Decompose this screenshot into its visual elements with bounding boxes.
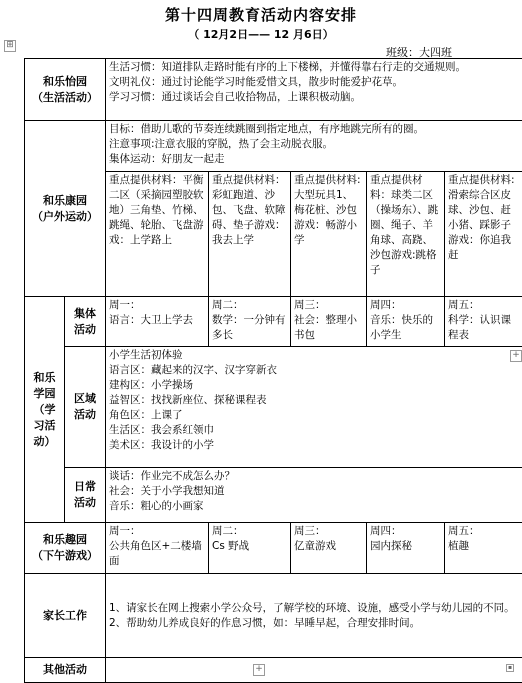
day-text: 亿童游戏 xyxy=(294,540,336,552)
health-line: 集体运动：好朋友一起走 xyxy=(109,152,520,167)
add-column-icon[interactable]: + xyxy=(510,350,522,362)
fun-day-5 xyxy=(445,523,522,574)
day-label: 周三： xyxy=(294,524,363,539)
area-line: 建构区：小学操场 xyxy=(109,378,520,393)
parents-line: 1、请家长在网上搜索小学公众号，了解学校的环境、设施，感受小学与幼儿园的不同。 xyxy=(109,601,520,616)
area-line: 角色区：上课了 xyxy=(109,408,520,423)
day-text: 语言：大卫上学去 xyxy=(109,314,193,326)
fun-day-2 xyxy=(209,523,291,574)
parents-header: 家长工作 xyxy=(25,574,106,658)
group-label-line: 集体 xyxy=(68,306,102,322)
day-text: Cs 野战 xyxy=(212,540,249,552)
daily-activity-label xyxy=(65,468,106,523)
day-label: 周五： xyxy=(448,524,520,539)
area-activity-label xyxy=(65,347,106,468)
health-day-5: 重点提供材料:滑索综合区皮球、沙包、赶小猪、踩影子游戏：你追我赶 xyxy=(445,172,522,297)
learn-header-line: 和乐 xyxy=(28,370,61,386)
day-label: 周四： xyxy=(370,524,441,539)
health-header-line-1: 和乐康园 xyxy=(28,193,102,209)
life-line: 文明礼仪：通过讨论能学习时能爱惜文具，散步时能爱护花草。 xyxy=(109,75,520,90)
add-row-icon[interactable]: + xyxy=(253,664,265,676)
fun-day-1 xyxy=(106,523,209,574)
area-line: 生活区：我会系红领巾 xyxy=(109,423,520,438)
area-line: 美术区：我设计的小学 xyxy=(109,438,520,453)
day-text: 公共角色区+二楼墙面 xyxy=(109,540,202,567)
date-range: （ 12月2日—— 12 月6日） xyxy=(0,26,522,42)
day-label: 周二： xyxy=(212,298,287,313)
area-label-line: 区域 xyxy=(68,391,102,407)
day-text: 社会：整理小书包 xyxy=(294,314,357,341)
daily-line: 社会：关于小学我想知道 xyxy=(109,484,520,499)
day-text: 音乐：快乐的小学生 xyxy=(370,314,433,341)
day-label: 周五： xyxy=(448,298,520,313)
schedule-table-wrap xyxy=(24,58,522,683)
day-label: 周二： xyxy=(212,524,287,539)
life-header-line-1: 和乐怡园 xyxy=(28,74,102,90)
table-move-handle-icon[interactable]: ⊞ xyxy=(4,40,16,52)
other-header: 其他活动 xyxy=(25,658,106,683)
parents-line: 2、帮助幼儿养成良好的作息习惯，如：早睡早起，合理安排时间。 xyxy=(109,616,520,631)
group-day-3 xyxy=(291,297,367,347)
day-label: 周三： xyxy=(294,298,363,313)
health-line: 目标：借助儿歌的节奏连续跳圈到指定地点，有序地跳完所有的圈。 xyxy=(109,122,520,137)
group-day-4 xyxy=(367,297,445,347)
day-text: 科学：认识课程表 xyxy=(448,314,511,341)
day-label: 周一： xyxy=(109,298,205,313)
health-goals xyxy=(106,121,522,172)
learn-header-line: （学 xyxy=(28,402,61,418)
group-day-2 xyxy=(209,297,291,347)
health-day-2: 重点提供材料：彩虹跑道、沙包、飞盘、软障碍、垫子游戏：我去上学 xyxy=(209,172,291,297)
health-day-1: 重点提供材料：平衡二区（采摘园塑胶软地）三角垫、竹梯、跳绳、轮胎、飞盘游戏：上学路上 xyxy=(106,172,209,297)
group-activity-label xyxy=(65,297,106,347)
day-text: 园内探秘 xyxy=(370,540,412,552)
area-line: 语言区：藏起来的汉字、汉字穿新衣 xyxy=(109,363,520,378)
daily-activity-content xyxy=(106,468,522,523)
learn-header xyxy=(25,297,65,523)
fun-day-3 xyxy=(291,523,367,574)
group-day-5 xyxy=(445,297,522,347)
schedule-table xyxy=(24,58,522,683)
area-label-line: 活动 xyxy=(68,407,102,423)
other-content xyxy=(106,658,522,683)
fun-day-4 xyxy=(367,523,445,574)
daily-label-line: 日常 xyxy=(68,479,102,495)
learn-header-line: 习活 xyxy=(28,418,61,434)
life-header-line-2: （生活活动） xyxy=(28,90,102,106)
fun-header-line: （下午游戏） xyxy=(28,548,102,564)
area-line: 小学生活初体验 xyxy=(109,348,520,363)
class-label: 班级：大四班 xyxy=(386,44,452,60)
health-day-3: 重点提供材料:大型玩具1、梅花桩、沙包游戏：畅游小学 xyxy=(291,172,367,297)
life-line: 生活习惯：知道排队走路时能有序的上下楼梯，并懂得靠右行走的交通规则。 xyxy=(109,60,520,75)
day-label: 周四： xyxy=(370,298,441,313)
daily-line: 谈话：作业完不成怎么办？ xyxy=(109,469,520,484)
table-resize-icon[interactable]: ▪ xyxy=(506,664,514,672)
daily-label-line: 活动 xyxy=(68,495,102,511)
group-day-1 xyxy=(106,297,209,347)
learn-header-line: 动） xyxy=(28,434,61,450)
fun-header-line: 和乐趣园 xyxy=(28,532,102,548)
life-line: 学习习惯：通过谈话会自己收拾物品，上课积极动脑。 xyxy=(109,90,520,105)
daily-line: 音乐：粗心的小画家 xyxy=(109,499,520,514)
day-text: 植趣 xyxy=(448,540,469,552)
health-line: 注意事项:注意衣服的穿脱，热了会主动脱衣服。 xyxy=(109,137,520,152)
fun-header xyxy=(25,523,106,574)
area-line: 益智区：找找新座位、探秘课程表 xyxy=(109,393,520,408)
parents-content xyxy=(106,574,522,658)
life-header xyxy=(25,59,106,121)
group-label-line: 活动 xyxy=(68,322,102,338)
health-header xyxy=(25,121,106,297)
life-content xyxy=(106,59,522,121)
health-day-4: 重点提供材料：球类二区（操场东）、跳圈、绳子、羊角球、高跷、沙包游戏:跳格子 xyxy=(367,172,445,297)
area-activity-content xyxy=(106,347,522,468)
day-text: 数学：一分钟有多长 xyxy=(212,314,286,341)
learn-header-line: 学园 xyxy=(28,386,61,402)
health-header-line-2: （户外运动） xyxy=(28,209,102,225)
day-label: 周一： xyxy=(109,524,205,539)
page-title: 第十四周教育活动内容安排 xyxy=(0,4,522,25)
